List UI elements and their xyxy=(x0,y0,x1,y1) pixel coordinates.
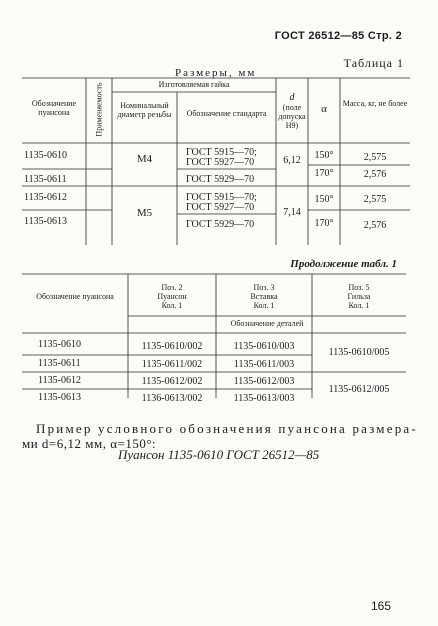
pos2-value: 1136-0613/002 xyxy=(141,393,203,404)
standard-ref: ГОСТ 5929—70 xyxy=(186,219,255,230)
standard-ref: ГОСТ 5927—70 xyxy=(186,157,255,168)
d-value: 7,14 xyxy=(283,207,301,218)
pos2-name: Пуансон xyxy=(157,292,187,301)
pos5-value: 1135-0610/005 xyxy=(328,347,390,358)
example-designation: Пуансон 1135-0610 ГОСТ 26512—85 xyxy=(118,447,320,462)
pos3-value: 1135-0611/003 xyxy=(233,359,295,370)
thread-m5: М5 xyxy=(136,207,153,219)
alpha-value: 170° xyxy=(314,168,334,179)
example-line-2: ми d=6,12 мм, α=150°: xyxy=(22,436,157,451)
pos5-number: Поз. 5 xyxy=(348,283,370,292)
pos2-qty: Кол. 1 xyxy=(161,301,183,310)
pos3-value: 1135-0610/003 xyxy=(233,341,295,352)
pos5-qty: Кол. 1 xyxy=(348,301,370,310)
pos2-value: 1135-0612/002 xyxy=(141,376,203,387)
cont-row-designation: 1135-0612 xyxy=(38,375,81,386)
mass-value: 2,575 xyxy=(363,194,387,205)
header-designation: Обозначение пуансона xyxy=(31,99,77,117)
mass-value: 2,575 xyxy=(363,152,387,163)
pos3-number: Поз. 3 xyxy=(253,283,275,292)
cont-row-designation: 1135-0611 xyxy=(38,358,81,369)
cont-row-designation: 1135-0610 xyxy=(38,339,81,350)
part-designation-header: Обозначение деталей xyxy=(230,319,304,328)
thread-m4: М4 xyxy=(136,153,153,165)
d-value: 6,12 xyxy=(283,155,301,166)
table-number: Таблица 1 xyxy=(343,56,404,70)
row-designation: 1135-0612 xyxy=(24,192,67,203)
header-d-note: (поле допуска H9) xyxy=(278,103,306,130)
pos2-value: 1135-0611/002 xyxy=(141,359,203,370)
pos2-value: 1135-0610/002 xyxy=(141,341,203,352)
standard-ref: ГОСТ 5927—70 xyxy=(186,202,255,213)
document-header: ГОСТ 26512—85 Стр. 2 xyxy=(274,30,402,42)
alpha-value: 170° xyxy=(314,218,334,229)
page-number: 165 xyxy=(370,599,391,613)
cont-header-designation: Обозначение пуансона xyxy=(36,292,114,301)
pos3-name: Вставка xyxy=(250,292,278,301)
header-nominal-diameter: Номинальный диаметр резьбы xyxy=(117,101,172,119)
header-applicability: Применяемость xyxy=(94,82,104,137)
table-caption: Размеры, мм xyxy=(175,67,257,79)
header-d: d xyxy=(289,92,295,103)
header-mass: Масса, кг, не более xyxy=(342,99,408,108)
standard-ref: ГОСТ 5915—70; xyxy=(186,147,257,158)
mass-value: 2,576 xyxy=(363,220,387,231)
row-designation: 1135-0613 xyxy=(24,216,67,227)
row-designation: 1135-0611 xyxy=(24,174,67,185)
standard-ref: ГОСТ 5915—70; xyxy=(186,192,257,203)
header-standard: Обозначение стандарта xyxy=(186,109,267,118)
pos3-value: 1135-0612/003 xyxy=(233,376,295,387)
pos5-value: 1135-0612/005 xyxy=(328,384,390,395)
alpha-value: 150° xyxy=(314,194,334,205)
cont-row-designation: 1135-0613 xyxy=(38,392,81,403)
header-alpha: α xyxy=(321,103,327,115)
pos3-value: 1135-0613/003 xyxy=(233,393,295,404)
standard-ref: ГОСТ 5929—70 xyxy=(186,174,255,185)
pos5-name: Гильза xyxy=(347,292,371,301)
pos3-qty: Кол. 1 xyxy=(253,301,275,310)
pos2-number: Поз. 2 xyxy=(161,283,183,292)
mass-value: 2,576 xyxy=(363,169,387,180)
alpha-value: 150° xyxy=(314,150,334,161)
example-line-1: Пример условного обозначения пуансона размера- xyxy=(36,421,418,436)
continuation-caption: Продолжение табл. 1 xyxy=(290,258,397,270)
row-designation: 1135-0610 xyxy=(24,150,67,161)
header-nut-group: Изготовляемая гайка xyxy=(158,80,230,89)
